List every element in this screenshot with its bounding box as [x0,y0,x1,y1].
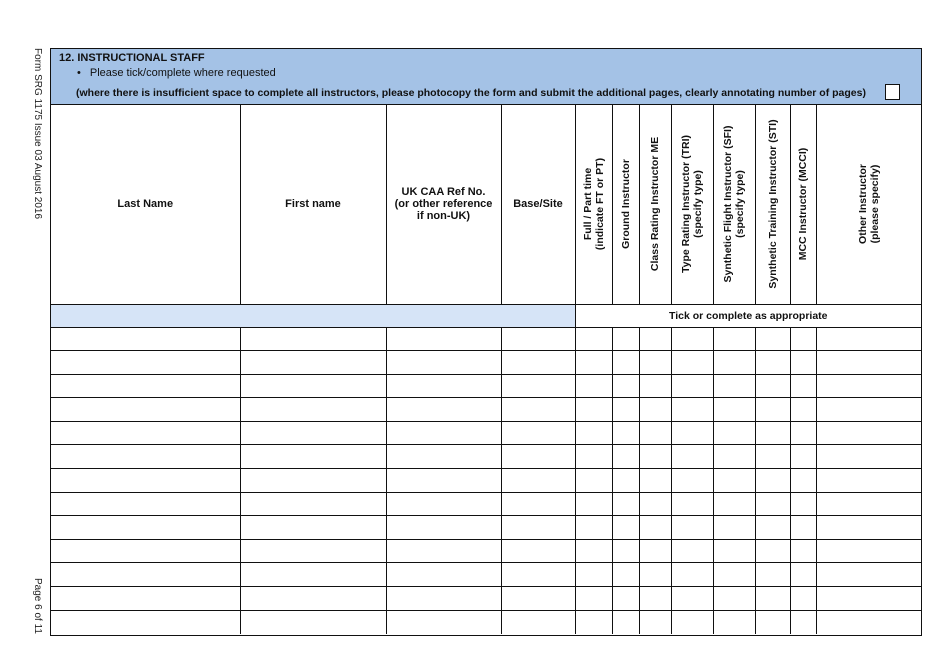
entry-cell[interactable] [612,587,639,611]
instruction-text: Please tick/complete where requested [89,67,276,79]
entry-cell[interactable] [612,516,639,540]
entry-cell[interactable] [51,469,240,493]
entry-cell[interactable] [790,539,816,563]
entry-cell[interactable] [755,516,790,540]
entry-cell[interactable] [612,327,639,351]
photocopy-note: (where there is insufficient space to complete all instructors, please photocopy the form and submit the additional pages, clearly annotating number of pages) [76,87,866,99]
entry-cell[interactable] [713,374,755,398]
entry-cell[interactable] [671,587,713,611]
entry-cell[interactable] [671,539,713,563]
col-last-name: Last Name [51,104,240,304]
col-base-site: Base/Site [501,104,575,304]
table-row [51,374,921,398]
entry-cell[interactable] [713,398,755,422]
entry-cell[interactable] [240,516,386,540]
entry-cell[interactable] [501,374,575,398]
bullet-icon: • [77,67,81,79]
entry-cell[interactable] [755,610,790,634]
entry-cell[interactable] [713,539,755,563]
entry-cell[interactable] [240,492,386,516]
entry-cell[interactable] [612,374,639,398]
entry-cell[interactable] [386,374,501,398]
entry-cell[interactable] [386,563,501,587]
entry-cell[interactable] [575,516,612,540]
entry-cell[interactable] [575,374,612,398]
entry-cell[interactable] [639,445,671,469]
col-full-part-time: Full / Part time (indicate FT or PT) [575,104,612,304]
entry-cell[interactable] [51,421,240,445]
entry-cell[interactable] [386,327,501,351]
entry-cell[interactable] [755,445,790,469]
table-row [51,445,921,469]
entry-cell[interactable] [501,327,575,351]
entry-cell[interactable] [755,374,790,398]
entry-cell[interactable] [575,421,612,445]
entry-cell[interactable] [240,539,386,563]
col-sfi: Synthetic Flight Instructor (SFI) (specify type) [713,104,755,304]
entry-cell[interactable] [501,610,575,634]
col-sti: Synthetic Training Instructor (STI) [755,104,790,304]
col-other-instructor: Other Instructor (please specify) [816,104,921,304]
entry-cell[interactable] [612,539,639,563]
entry-cell[interactable] [612,610,639,634]
entry-cell[interactable] [51,327,240,351]
entry-cell[interactable] [240,351,386,375]
entry-cell[interactable] [575,398,612,422]
page-number: Page 6 of 11 [32,578,43,634]
entry-cell[interactable] [816,398,921,422]
entry-cell[interactable] [639,587,671,611]
entry-cell[interactable] [671,327,713,351]
entry-cell[interactable] [240,587,386,611]
entry-cell[interactable] [713,563,755,587]
entry-cell[interactable] [671,351,713,375]
entry-cell[interactable] [713,492,755,516]
entry-cell[interactable] [671,398,713,422]
entry-cell[interactable] [671,610,713,634]
entry-cell[interactable] [575,492,612,516]
entry-cell[interactable] [790,351,816,375]
entry-cell[interactable] [671,516,713,540]
additional-pages-checkbox[interactable] [885,84,900,100]
entry-cell[interactable] [671,421,713,445]
entry-cell[interactable] [386,610,501,634]
entry-cell[interactable] [612,563,639,587]
entry-cell[interactable] [816,445,921,469]
section-title: 12. INSTRUCTIONAL STAFF [59,52,205,64]
entry-cell[interactable] [501,445,575,469]
entry-cell[interactable] [639,516,671,540]
entry-cell[interactable] [240,374,386,398]
col-ground-instructor: Ground Instructor [612,104,639,304]
entry-cell[interactable] [386,469,501,493]
col-first-name: First name [240,104,386,304]
entry-cell[interactable] [755,469,790,493]
entry-cell[interactable] [816,539,921,563]
entry-cell[interactable] [816,563,921,587]
entry-cell[interactable] [713,469,755,493]
entry-cell[interactable] [755,587,790,611]
entry-cell[interactable] [639,421,671,445]
entry-cell[interactable] [51,539,240,563]
entry-cell[interactable] [671,563,713,587]
entry-cell[interactable] [240,469,386,493]
entry-cell[interactable] [671,445,713,469]
entry-cell[interactable] [713,610,755,634]
entry-cell[interactable] [51,492,240,516]
entry-cell[interactable] [51,563,240,587]
table-row [51,327,921,351]
entry-cell[interactable] [51,398,240,422]
table-row [51,610,921,634]
entry-cell[interactable] [790,610,816,634]
entry-cell[interactable] [575,351,612,375]
entry-cell[interactable] [755,398,790,422]
entry-cell[interactable] [639,539,671,563]
entry-cell[interactable] [816,374,921,398]
entry-cell[interactable] [501,469,575,493]
entry-cell[interactable] [501,516,575,540]
entry-cell[interactable] [240,445,386,469]
entry-cell[interactable] [713,587,755,611]
entry-cell[interactable] [755,351,790,375]
table-row [51,469,921,493]
entry-cell[interactable] [501,587,575,611]
entry-cell[interactable] [639,469,671,493]
entry-cell[interactable] [816,327,921,351]
entry-cell[interactable] [790,516,816,540]
entry-cell[interactable] [671,492,713,516]
entry-cell[interactable] [755,327,790,351]
entry-cell[interactable] [386,421,501,445]
table-row [51,563,921,587]
col-caa-ref: UK CAA Ref No. (or other reference if non-UK) [386,104,501,304]
entry-cell[interactable] [386,539,501,563]
form-reference: Form SRG 1175 Issue 03 August 2016 [32,48,43,220]
table-row [51,351,921,375]
entry-cell[interactable] [755,492,790,516]
entry-cell[interactable] [240,421,386,445]
entry-cell[interactable] [501,492,575,516]
table-row [51,587,921,611]
entry-cell[interactable] [51,610,240,634]
entry-cell[interactable] [51,516,240,540]
entry-cell[interactable] [386,445,501,469]
entry-cell[interactable] [816,492,921,516]
entry-cell[interactable] [386,587,501,611]
entry-cell[interactable] [51,587,240,611]
entry-cell[interactable] [612,398,639,422]
entry-cell[interactable] [501,351,575,375]
entry-cell[interactable] [639,610,671,634]
entry-cell[interactable] [790,421,816,445]
entry-cell[interactable] [51,374,240,398]
entry-cell[interactable] [755,539,790,563]
col-tri: Type Rating Instructor (TRI) (specify type) [671,104,713,304]
entry-cell[interactable] [575,539,612,563]
entry-cell[interactable] [575,563,612,587]
entry-cell[interactable] [386,398,501,422]
entry-cell[interactable] [671,374,713,398]
entry-cell[interactable] [713,445,755,469]
table-row [51,539,921,563]
entry-cell[interactable] [612,421,639,445]
entry-cell[interactable] [790,563,816,587]
table-row [51,398,921,422]
instruction-bullet [77,67,276,79]
entry-cell[interactable] [612,445,639,469]
entry-cell[interactable] [51,351,240,375]
entry-cell[interactable] [816,516,921,540]
entry-cell[interactable] [240,398,386,422]
instructional-staff-form [50,48,922,636]
entry-cell[interactable] [713,327,755,351]
subheader-shaded [51,304,575,327]
entry-cell[interactable] [790,327,816,351]
entry-cell[interactable] [816,587,921,611]
entry-cell[interactable] [790,374,816,398]
entry-cell[interactable] [713,421,755,445]
entry-cell[interactable] [501,539,575,563]
entry-cell[interactable] [790,492,816,516]
table-row [51,492,921,516]
entry-cell[interactable] [790,469,816,493]
entry-cell[interactable] [816,421,921,445]
entry-cell[interactable] [639,351,671,375]
entry-cell[interactable] [639,492,671,516]
entry-cell[interactable] [639,374,671,398]
entry-cell[interactable] [612,492,639,516]
entry-cell[interactable] [51,445,240,469]
entry-cell[interactable] [240,327,386,351]
entry-cell[interactable] [575,327,612,351]
entry-cell[interactable] [575,587,612,611]
entry-cell[interactable] [386,516,501,540]
entry-cell[interactable] [575,469,612,493]
entry-cell[interactable] [790,398,816,422]
entry-cell[interactable] [501,398,575,422]
entry-cell[interactable] [612,351,639,375]
entry-cell[interactable] [790,587,816,611]
entry-cell[interactable] [755,563,790,587]
entry-cell[interactable] [639,563,671,587]
entry-cell[interactable] [816,469,921,493]
entry-cell[interactable] [501,563,575,587]
col-class-rating: Class Rating Instructor ME [639,104,671,304]
subheader-tick-note: Tick or complete as appropriate [575,304,921,327]
table-row [51,516,921,540]
entry-cell[interactable] [386,492,501,516]
entry-cell[interactable] [713,516,755,540]
entry-cell[interactable] [755,421,790,445]
entry-cell[interactable] [386,351,501,375]
entry-cell[interactable] [713,351,755,375]
entry-cell[interactable] [816,351,921,375]
entry-cell[interactable] [240,563,386,587]
entry-cell[interactable] [639,398,671,422]
table-row [51,421,921,445]
entry-cell[interactable] [790,445,816,469]
instructor-table [51,104,921,634]
entry-cell[interactable] [639,327,671,351]
entry-cell[interactable] [575,445,612,469]
col-mcci: MCC Instructor (MCCI) [790,104,816,304]
entry-cell[interactable] [501,421,575,445]
entry-cell[interactable] [816,610,921,634]
section-header [51,49,921,105]
entry-cell[interactable] [240,610,386,634]
entry-cell[interactable] [612,469,639,493]
entry-cell[interactable] [575,610,612,634]
entry-cell[interactable] [671,469,713,493]
